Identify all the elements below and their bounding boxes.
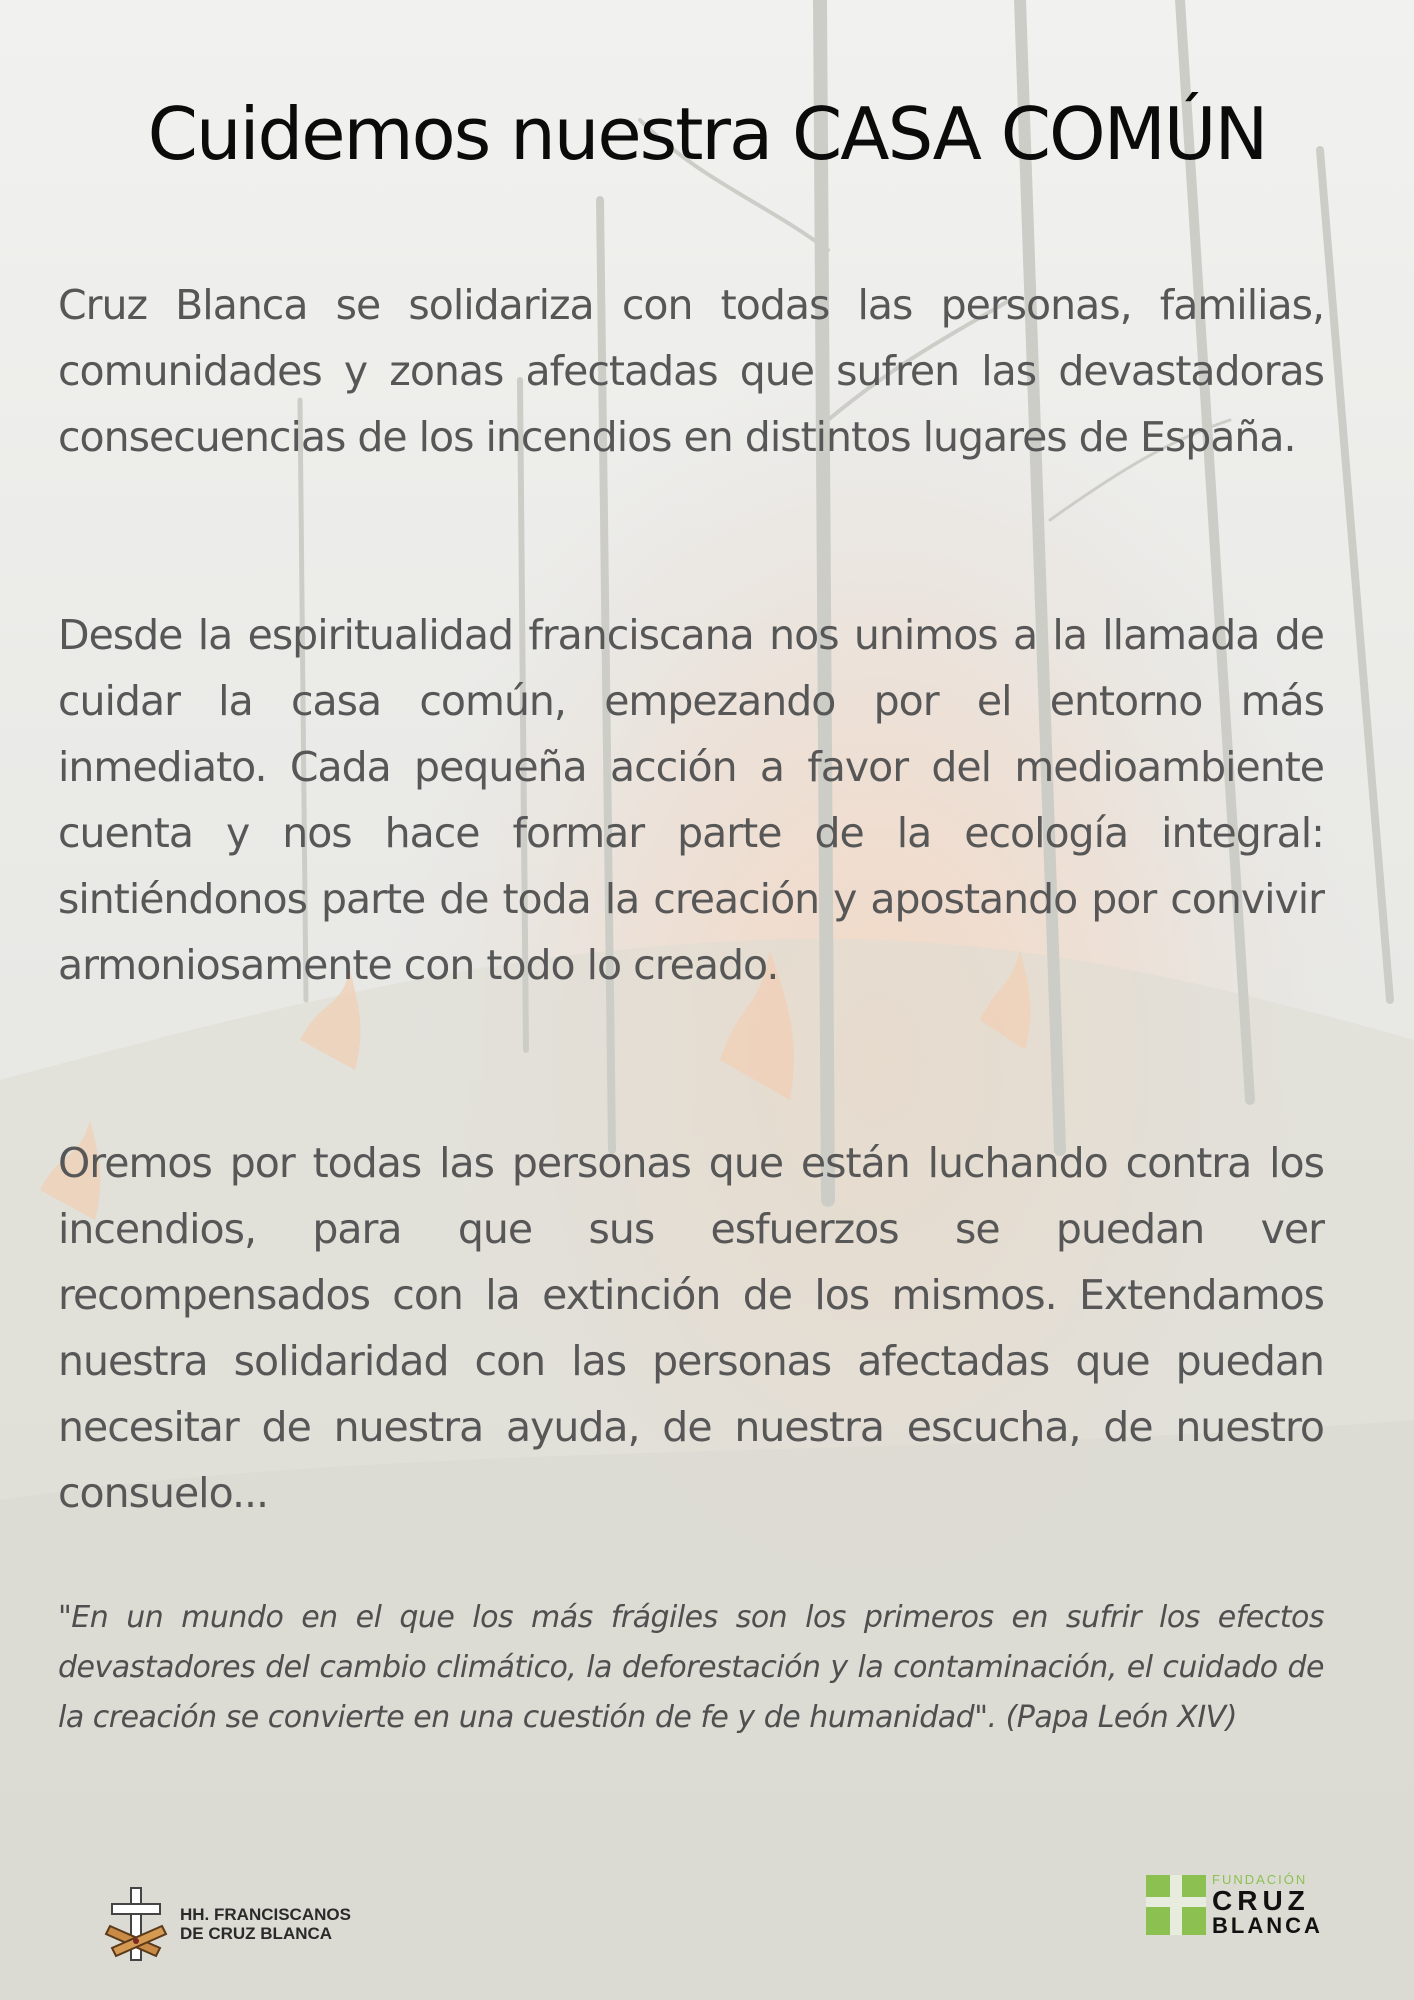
logo-cruz-text: CRUZ xyxy=(1212,1885,1310,1916)
franciscanos-cruz-blanca-logo xyxy=(102,1886,351,1962)
fundacion-cruz-blanca-logo xyxy=(1146,1870,1326,1940)
logo-line-2: DE CRUZ BLANCA xyxy=(180,1924,333,1943)
pope-quote: "En un mundo en el que los más frágiles son los primeros en sufrir los efectos devastadores del cambio climático, la deforestación y la contaminación, el cuidado de la creación se convierte en una cuestión de fe y de humanidad". (Papa León XIV) xyxy=(58,1600,1324,1735)
franciscan-cross-emblem-icon xyxy=(102,1886,170,1962)
paragraph-franciscan-spirituality: Desde la espiritualidad franciscana nos unimos a la llamada de cuidar la casa común, empezando por el entorno más inmediato. Cada pequeña acción a favor del medioambiente cuenta y nos hace formar parte de la ecología integral: sintiéndonos parte de toda la creación y apostando por convivir armoniosamente con todo lo creado. xyxy=(58,611,1324,989)
poster-title: Cuidemos nuestra CASA COMÚN xyxy=(147,92,1267,176)
green-cross-logo-icon xyxy=(1146,1875,1206,1935)
paragraph-solidarity: Cruz Blanca se solidariza con todas las personas, familias, comunidades y zonas afectadas que sufren las devastadoras consecuencias de los incendios en distintos lugares de España. xyxy=(58,281,1324,461)
logo-fundacion-text: FUNDACIÓN xyxy=(1212,1872,1308,1887)
logo-blanca-text: BLANCA xyxy=(1212,1913,1323,1938)
logo-line-1: HH. FRANCISCANOS xyxy=(180,1905,351,1924)
paragraph-prayer: Oremos por todas las personas que están luchando contra los incendios, para que sus esfuerzos se puedan ver recompensados con la extinción de los mismos. Extendamos nuestra solidaridad con las personas afectadas que puedan necesitar de nuestra ayuda, de nuestra escucha, de nuestro consuelo... xyxy=(58,1139,1324,1517)
